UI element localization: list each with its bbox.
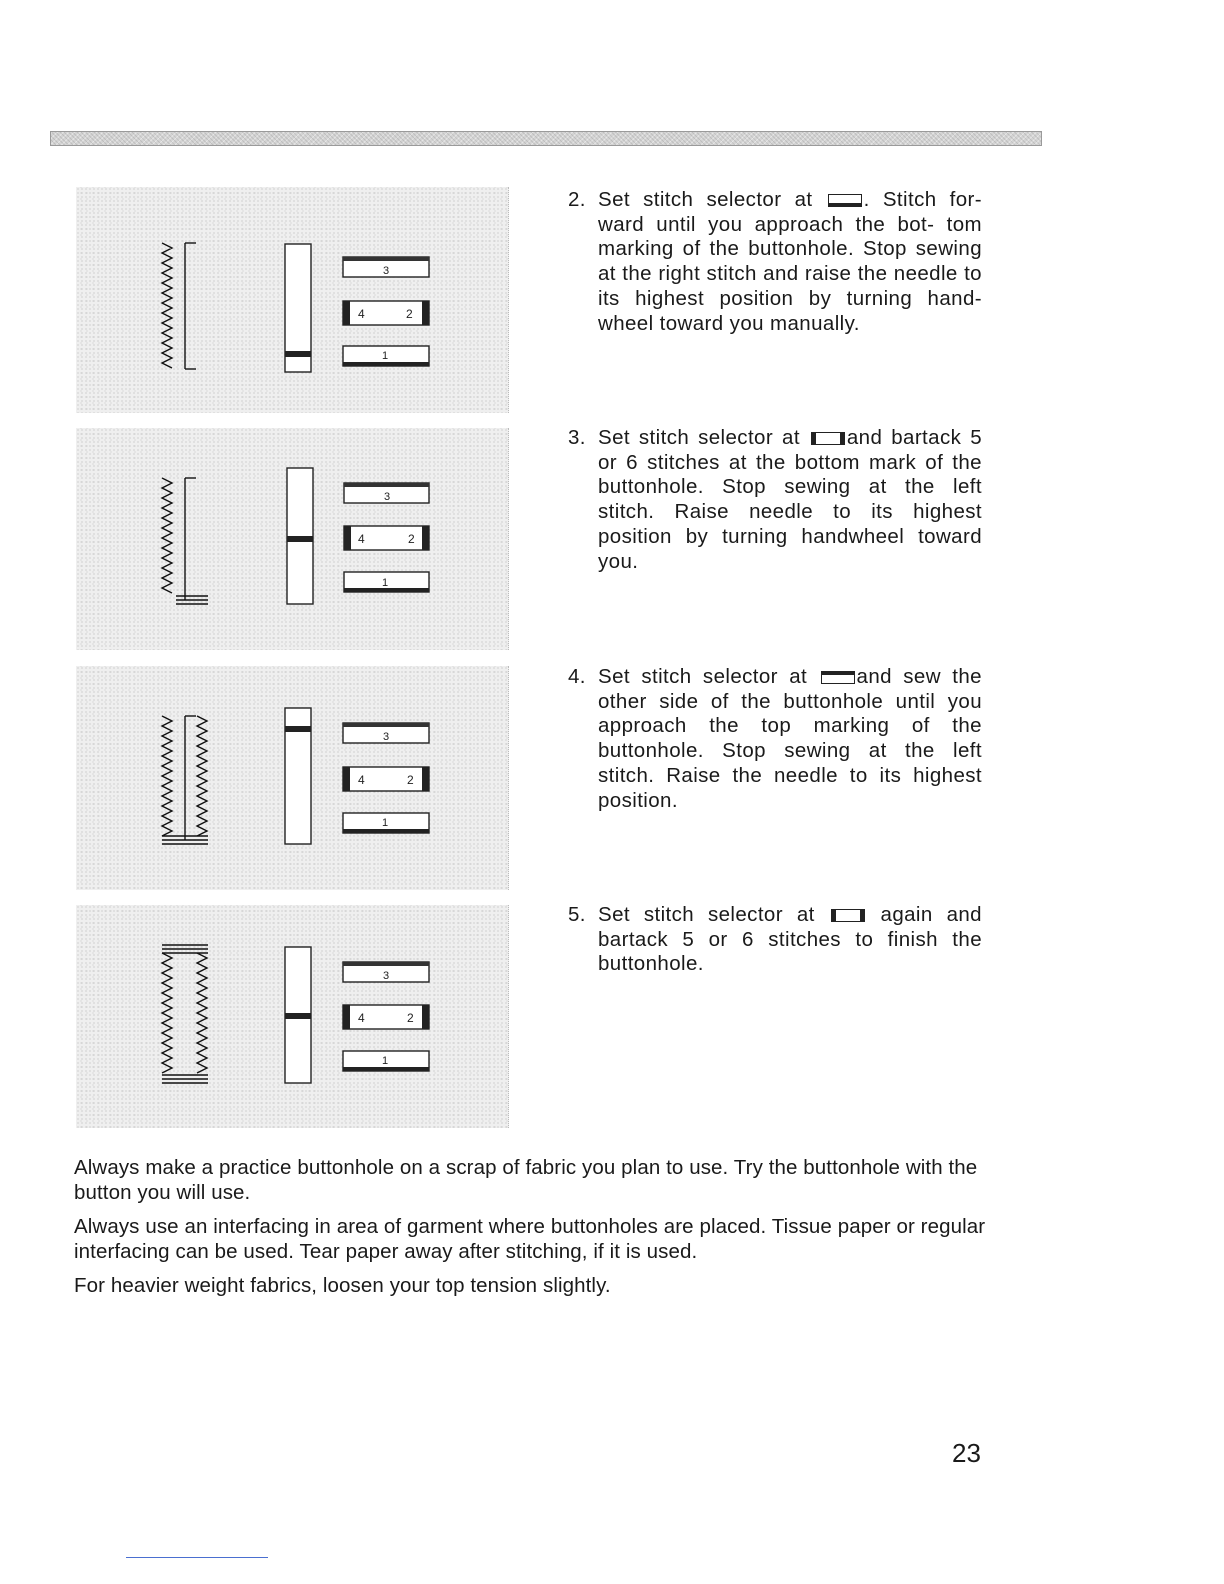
step-number: 4. xyxy=(568,665,586,688)
selector-label-1: 1 xyxy=(382,817,389,829)
step-number: 2. xyxy=(568,188,586,211)
step-text-before: Set stitch selector at xyxy=(598,903,815,926)
note-practice-buttonhole: Always make a practice buttonhole on a scrap of fabric you plan to use. Try the buttonhole with the button you will use. xyxy=(74,1156,978,1204)
selector-label-2: 2 xyxy=(406,307,413,321)
illustration-step-2 xyxy=(76,187,509,413)
position-1-icon xyxy=(828,194,862,207)
buttonhole-diagram xyxy=(76,187,508,413)
selector-label-4: 4 xyxy=(358,532,365,546)
selector-label-3: 3 xyxy=(383,265,390,277)
step-number: 5. xyxy=(568,903,586,926)
position-3-icon xyxy=(821,671,855,684)
step-5 xyxy=(568,903,982,977)
selector-label-3: 3 xyxy=(383,970,390,982)
presser-foot-slot xyxy=(287,468,313,604)
step-text xyxy=(598,426,982,574)
step-2 xyxy=(568,188,982,336)
position-2-icon xyxy=(811,432,845,445)
selector-label-4: 4 xyxy=(358,773,365,787)
note-interfacing: Always use an interfacing in area of garment where buttonholes are placed. Tissue paper or regular interfacing can be used. Tear paper away after stitching, if it is used. xyxy=(74,1215,986,1263)
buttonhole-stitching xyxy=(162,716,208,844)
selector-label-3: 3 xyxy=(383,731,390,743)
illustration-step-4 xyxy=(76,666,509,890)
position-2-icon xyxy=(831,909,865,922)
step-4 xyxy=(568,665,982,813)
footer-link-underline xyxy=(126,1557,268,1558)
page-number: 23 xyxy=(952,1438,981,1468)
step-3 xyxy=(568,426,982,574)
step-text xyxy=(598,665,982,813)
step-text xyxy=(598,188,982,336)
selector-label-1: 1 xyxy=(382,350,389,362)
illustration-step-5 xyxy=(76,905,509,1128)
step-text-after: and sew the other side of the buttonhole until you approach the top marking of the buttonhole. Stop sewing at the left stitch. Raise the needle to its highest position. xyxy=(598,665,982,812)
presser-foot-slot xyxy=(285,708,311,844)
selector-label-2: 2 xyxy=(408,532,415,546)
buttonhole-diagram xyxy=(76,905,508,1128)
presser-foot-slot xyxy=(285,947,311,1083)
buttonhole-diagram xyxy=(76,666,508,890)
selector-label-1: 1 xyxy=(382,1055,389,1067)
buttonhole-stitching xyxy=(162,945,208,1083)
buttonhole-stitching xyxy=(162,478,208,604)
header-bar xyxy=(50,131,1042,146)
step-text-after: again and bartack 5 or 6 stitches to finish the buttonhole. xyxy=(598,903,982,976)
selector-label-1: 1 xyxy=(382,577,389,589)
selector-label-3: 3 xyxy=(384,491,391,503)
selector-label-4: 4 xyxy=(358,1011,365,1025)
selector-label-2: 2 xyxy=(407,1011,414,1025)
selector-label-2: 2 xyxy=(407,773,414,787)
step-text-before: Set stitch selector at xyxy=(598,665,808,688)
step-text-after: . Stitch for- ward until you approach the bot- tom marking of the buttonhole. Stop sewing at the right stitch and raise the needle to its highest position by turning hand-wheel toward you manually. xyxy=(598,188,982,335)
step-text-before: Set stitch selector at xyxy=(598,426,800,449)
buttonhole-diagram xyxy=(76,428,508,650)
step-text xyxy=(598,903,982,977)
note-heavier-fabrics: For heavier weight fabrics, loosen your top tension slightly. xyxy=(74,1274,611,1297)
step-text-after: and bartack 5 or 6 stitches at the bottom mark of the buttonhole. Stop sewing at the left stitch. Raise needle to its highest position by turning handwheel toward you. xyxy=(598,426,982,573)
selector-label-4: 4 xyxy=(358,307,365,321)
presser-foot-slot xyxy=(285,244,311,372)
buttonhole-stitching xyxy=(162,243,196,369)
step-text-before: Set stitch selector at xyxy=(598,188,813,211)
step-number: 3. xyxy=(568,426,586,449)
illustration-step-3 xyxy=(76,428,509,650)
